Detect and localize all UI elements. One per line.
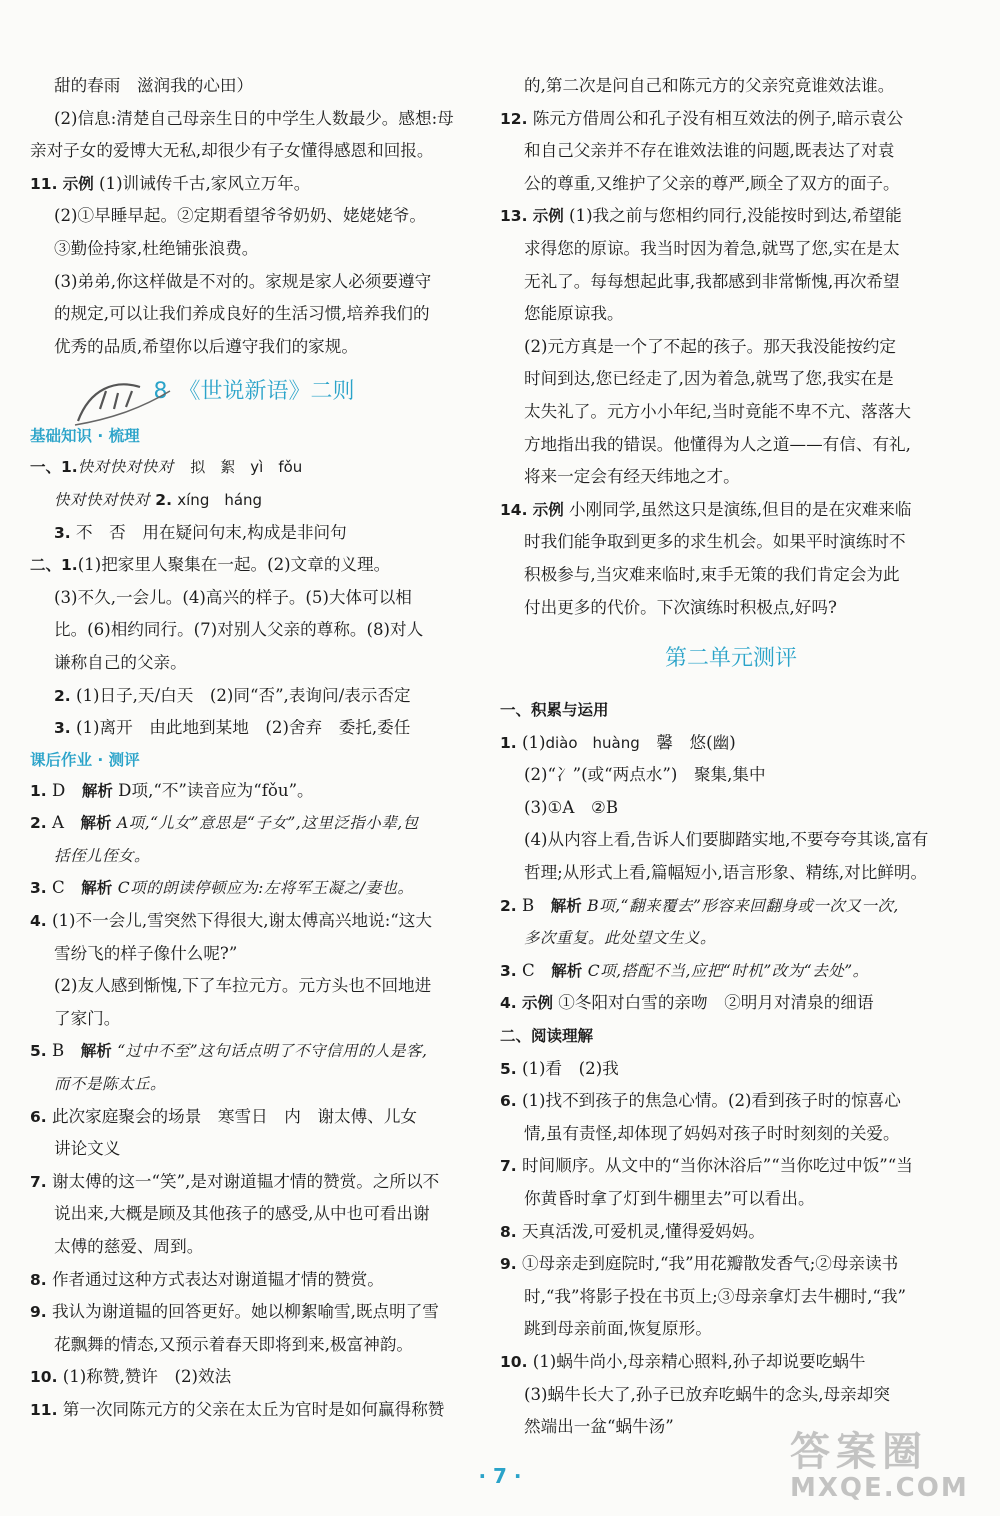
text-line: 跳到母亲前面,恢复原形。	[524, 1319, 712, 1339]
analysis-tag: 解析	[550, 896, 582, 915]
hw-7	[30, 1166, 478, 1199]
text-line: 甜的春雨 滋润我的心田）	[54, 76, 254, 95]
text-line: 太傅的慈爱、周到。	[54, 1237, 204, 1256]
item-number: 12.	[500, 109, 528, 128]
test-9	[500, 1248, 962, 1281]
subsection-heading: 基础知识 · 梳理	[30, 427, 140, 446]
text-line: (3)①A ②B	[524, 797, 619, 817]
item-number: 8.	[500, 1222, 517, 1241]
watermark-logo	[790, 1420, 990, 1512]
item-number: 2.	[54, 686, 71, 705]
basic-1	[30, 451, 478, 484]
hw-5	[30, 1035, 478, 1068]
item-number: 3.	[54, 523, 71, 542]
text-line: (1)训诫传千古,家风立万年。	[93, 173, 311, 193]
text-line: 亲对子女的爱博大无私,却很少有子女懂得感恩和回报。	[30, 141, 434, 161]
text-line: (1)蜗牛尚小,母亲精心照料,孙子却说要吃蜗牛	[532, 1351, 866, 1371]
text-line: A项,“儿女”意思是“子女”,这里泛指小辈,包	[111, 814, 419, 833]
text-line: C项,搭配不当,应把“时机”改为“去处”。	[582, 961, 869, 980]
basic-part2-1	[30, 549, 478, 582]
item-number: 1.	[500, 733, 517, 752]
item-number: 5.	[30, 1042, 47, 1061]
text-line: 优秀的品质,希望你以后遵守我们的家规。	[54, 336, 358, 356]
item-number: 11.	[30, 174, 58, 193]
text-line: ③勤俭持家,杜绝铺张浪费。	[54, 238, 259, 258]
text-line: (1)日子,天/白天 (2)同“否”,表询问/表示否定	[75, 685, 411, 705]
hw-14	[500, 494, 962, 527]
item-number: 9.	[500, 1255, 517, 1274]
example-tag: 示例	[532, 500, 564, 519]
text-line: (3)弟弟,你这样做是不对的。家规是家人必须要遵守	[54, 271, 432, 291]
item-number: 11.	[30, 1400, 58, 1419]
text-line: 然端出一盆“蜗牛汤”	[524, 1417, 674, 1437]
text-line: 时间顺序。从文中的“当你沐浴后”“当你吃过中饭”“当	[521, 1156, 913, 1176]
text-line: C项的朗读停顿应为:左将军王凝之/妻也。	[112, 879, 414, 898]
hw-12	[500, 103, 962, 136]
hw-6	[30, 1101, 478, 1134]
text-line: (1)我之前与您相约同行,没能按时到达,希望能	[563, 206, 902, 226]
basic-part2-2	[30, 680, 478, 713]
text-line: 和自己父亲并不存在谁效法谁的问题,既表达了对袁	[524, 141, 895, 161]
text-line: 小刚同学,虽然这只是演练,但目的是在灾难来临	[563, 499, 912, 519]
item-number: 3.	[500, 961, 517, 980]
pinyin: diào huàng	[545, 733, 640, 752]
handwriting: 快对快对快对	[54, 490, 151, 509]
text-line: 无礼了。每每想起此事,我都感到非常惭愧,再次希望	[524, 271, 900, 291]
unit-title: 第二单元测评	[664, 646, 797, 672]
hw-3	[30, 872, 478, 905]
analysis-tag: 解析	[81, 879, 113, 898]
item-number: 7.	[500, 1157, 517, 1176]
text-line: 时间到达,您已经走了,因为着急,就骂了您,我实在是	[524, 369, 894, 389]
text-line: 馨 悠(幽)	[639, 732, 736, 752]
text-line: xíng háng	[177, 490, 263, 509]
item-number: 5.	[500, 1059, 517, 1078]
text-line: “过中不至”这句话点明了不守信用的人是客,	[111, 1042, 428, 1061]
text-line: 而不是陈太丘。	[54, 1075, 167, 1094]
text-line: 第一次同陈元方的父亲在太丘为官时是如何赢得称赞	[62, 1399, 445, 1419]
item-number: 2.	[30, 814, 47, 833]
analysis-tag: 解析	[551, 961, 583, 980]
test-2	[500, 890, 962, 923]
hw-10	[30, 1361, 478, 1394]
text-line: D项,“不”读音应为“fǒu”。	[112, 780, 314, 800]
item-number: 二、1.	[30, 556, 78, 575]
text-line: 付出更多的代价。下次演练时积极点,好吗?	[524, 597, 837, 617]
item-number: 2.	[155, 490, 172, 509]
lesson-title	[30, 363, 478, 421]
basic-3	[30, 517, 478, 550]
text-line: 括侄儿侄女。	[54, 846, 151, 865]
text-line: D	[51, 780, 82, 800]
answer-11	[30, 168, 478, 201]
item-number: 6.	[500, 1092, 517, 1111]
basic-part2-3	[30, 712, 478, 745]
text-line: (1)	[521, 732, 546, 752]
watermark-title: 答案圈	[790, 1429, 928, 1475]
text-line: 时我们能争取到更多的求生机会。如果平时演练时不	[524, 532, 906, 552]
text-line: 太失礼了。元方小小年纪,当时竟能不卑不亢、落落大	[524, 401, 911, 421]
text-line: B项,“翻来覆去”形容来回翻身或一次又一次,	[581, 896, 899, 915]
text-line: 你黄昏时拿了灯到牛棚里去”可以看出。	[524, 1189, 815, 1208]
test-1	[500, 727, 962, 760]
lesson-title-text: 8 《世说新语》二则	[153, 379, 355, 405]
text-line: 哲理;从形式上看,篇幅短小,语言形象、精练,对比鲜明。	[524, 863, 928, 883]
text-line: (2)信息:清楚自己母亲生日的中学生人数最少。感想:母	[54, 108, 454, 128]
text-line: (1)把家里人聚集在一起。(2)文章的义理。	[77, 555, 391, 575]
text-line: 时,“我”将影子投在书页上;③母亲拿灯去牛棚时,“我”	[524, 1286, 906, 1306]
analysis-tag: 解析	[81, 781, 113, 800]
scribble-icon	[70, 369, 180, 429]
hw-2	[30, 807, 478, 840]
text-line: 的,第二次是问自己和陈元方的父亲究竟谁效法谁。	[524, 76, 895, 95]
hw-1	[30, 775, 478, 808]
right-column	[500, 70, 962, 1444]
item-number: 1.	[30, 781, 47, 800]
text-line: 您能原谅我。	[524, 304, 624, 324]
page-number: · 7 ·	[478, 1464, 522, 1488]
text-line: (1)找不到孩子的焦急心情。(2)看到孩子时的惊喜心	[521, 1091, 901, 1111]
example-tag: 示例	[532, 207, 564, 226]
test-5	[500, 1053, 962, 1086]
text-line: (1)看 (2)我	[521, 1058, 619, 1078]
watermark-url: MXQE.COM	[790, 1473, 969, 1503]
text-line: (2)元方真是一个了不起的孩子。那天我没能按约定	[524, 336, 896, 356]
item-number: 4.	[30, 912, 47, 931]
text-line: 谦称自己的父亲。	[54, 652, 187, 672]
text-line: C	[521, 960, 552, 980]
section-heading: 二、阅读理解	[500, 1027, 594, 1046]
text-line: 将来一定会有经天纬地之才。	[524, 467, 740, 487]
item-number: 10.	[500, 1352, 528, 1371]
text-line: (4)从内容上看,告诉人们要脚踏实地,不要夸夸其谈,富有	[524, 830, 929, 850]
test-6	[500, 1085, 962, 1118]
text-line: A	[51, 813, 81, 833]
item-number: 6.	[30, 1107, 47, 1126]
text-line: C	[51, 878, 82, 898]
item-number: 3.	[54, 719, 71, 738]
hw-9	[30, 1296, 478, 1329]
text-line: 的规定,可以让我们养成良好的生活习惯,培养我们的	[54, 304, 430, 324]
text-line: 天真活泼,可爱机灵,懂得爱妈妈。	[521, 1221, 765, 1241]
text-line: 情,虽有责怪,却体现了妈妈对孩子时时刻刻的关爱。	[524, 1123, 900, 1143]
item-number: 一、1.	[30, 458, 78, 477]
analysis-tag: 解析	[80, 814, 112, 833]
text-line: 比。(6)相约同行。(7)对别人父亲的尊称。(8)对人	[54, 620, 424, 640]
left-column	[30, 70, 478, 1427]
test-7	[500, 1150, 962, 1183]
text-line: 此次家庭聚会的场景 寒雪日 内 谢太傅、儿女	[51, 1106, 418, 1126]
text-line: 了家门。	[54, 1008, 121, 1028]
subsection-heading: 课后作业 · 测评	[30, 750, 140, 769]
text-line: 讲论文义	[54, 1139, 121, 1159]
item-number: 7.	[30, 1172, 47, 1191]
text-line: (2)①早睡早起。②定期看望爷爷奶奶、姥姥姥爷。	[54, 206, 426, 226]
item-number: 8.	[30, 1270, 47, 1289]
item-number: 9.	[30, 1303, 47, 1322]
text-line: (1)称赞,赞许 (2)效法	[62, 1367, 232, 1387]
test-3	[500, 955, 962, 988]
analysis-tag: 解析	[80, 1042, 112, 1061]
text-line: 花飘舞的情态,又预示着春天即将到来,极富神韵。	[54, 1334, 414, 1354]
text-line: 多次重复。此处望文生义。	[524, 929, 717, 948]
text-line: 雪纷飞的样子像什么呢?”	[54, 943, 238, 963]
text-line: 我认为谢道韫的回答更好。她以柳絮喻雪,既点明了雪	[51, 1302, 439, 1322]
item-number: 3.	[30, 879, 47, 898]
text-line: 拟 絮 yì fǒu	[190, 458, 303, 477]
text-line: B	[521, 895, 551, 915]
test-4	[500, 987, 962, 1020]
text-line: (2)“冫”(或“两点水”) 聚集,集中	[524, 765, 766, 785]
hw-13	[500, 200, 962, 233]
text-line: 陈元方借周公和孔子没有相互效法的例子,暗示袁公	[532, 108, 904, 128]
text-line: 求得您的原谅。我当时因为着急,就骂了您,实在是太	[524, 238, 900, 258]
section-heading: 一、积累与运用	[500, 701, 609, 720]
text-line: 积极参与,当灾难来临时,束手无策的我们肯定会为此	[524, 564, 900, 584]
text-line: (1)不一会儿,雪突然下得很大,谢太傅高兴地说:“这大	[51, 911, 432, 931]
item-number: 10.	[30, 1368, 58, 1387]
text-line: ①冬阳对白雪的亲吻 ②明月对清泉的细语	[552, 993, 874, 1013]
text-line: 谢太傅的这一“笑”,是对谢道韫才情的赞赏。之所以不	[51, 1171, 440, 1191]
text-line: ①母亲走到庭院时,“我”用花瓣散发香气;②母亲读书	[521, 1254, 899, 1274]
handwriting: 快对快对快对	[77, 458, 174, 477]
basic-2	[30, 484, 478, 517]
example-tag: 示例	[62, 174, 94, 193]
item-number: 2.	[500, 896, 517, 915]
item-number: 14.	[500, 500, 528, 519]
text-line: (3)蜗牛长大了,孙子已放弃吃蜗牛的念头,母亲却突	[524, 1384, 890, 1404]
text-line: (2)友人感到惭愧,下了车拉元方。元方头也不回地进	[54, 976, 432, 996]
text-line: 作者通过这种方式表达对谢道韫才情的赞赏。	[51, 1269, 384, 1289]
example-tag: 示例	[521, 994, 553, 1013]
text-line: 不 否 用在疑问句末,构成是非问句	[75, 522, 347, 542]
hw-8	[30, 1264, 478, 1297]
text-line: (3)不久,一会儿。(4)高兴的样子。(5)大体可以相	[54, 587, 412, 607]
hw-11	[30, 1394, 478, 1427]
item-number: 13.	[500, 207, 528, 226]
test-8	[500, 1216, 962, 1249]
hw-4	[30, 905, 478, 938]
text-line: 公的尊重,又维护了父亲的尊严,顾全了双方的面子。	[524, 173, 900, 193]
text-line: B	[51, 1041, 81, 1061]
text-line: 方地指出我的错误。他懂得为人之道——有信、有礼,	[524, 434, 911, 454]
text-line: (1)离开 由此地到某地 (2)舍弃 委托,委任	[75, 718, 411, 738]
text-line: 说出来,大概是顾及其他孩子的感受,从中也可看出谢	[54, 1204, 430, 1224]
test-10	[500, 1346, 962, 1379]
item-number: 4.	[500, 994, 517, 1013]
